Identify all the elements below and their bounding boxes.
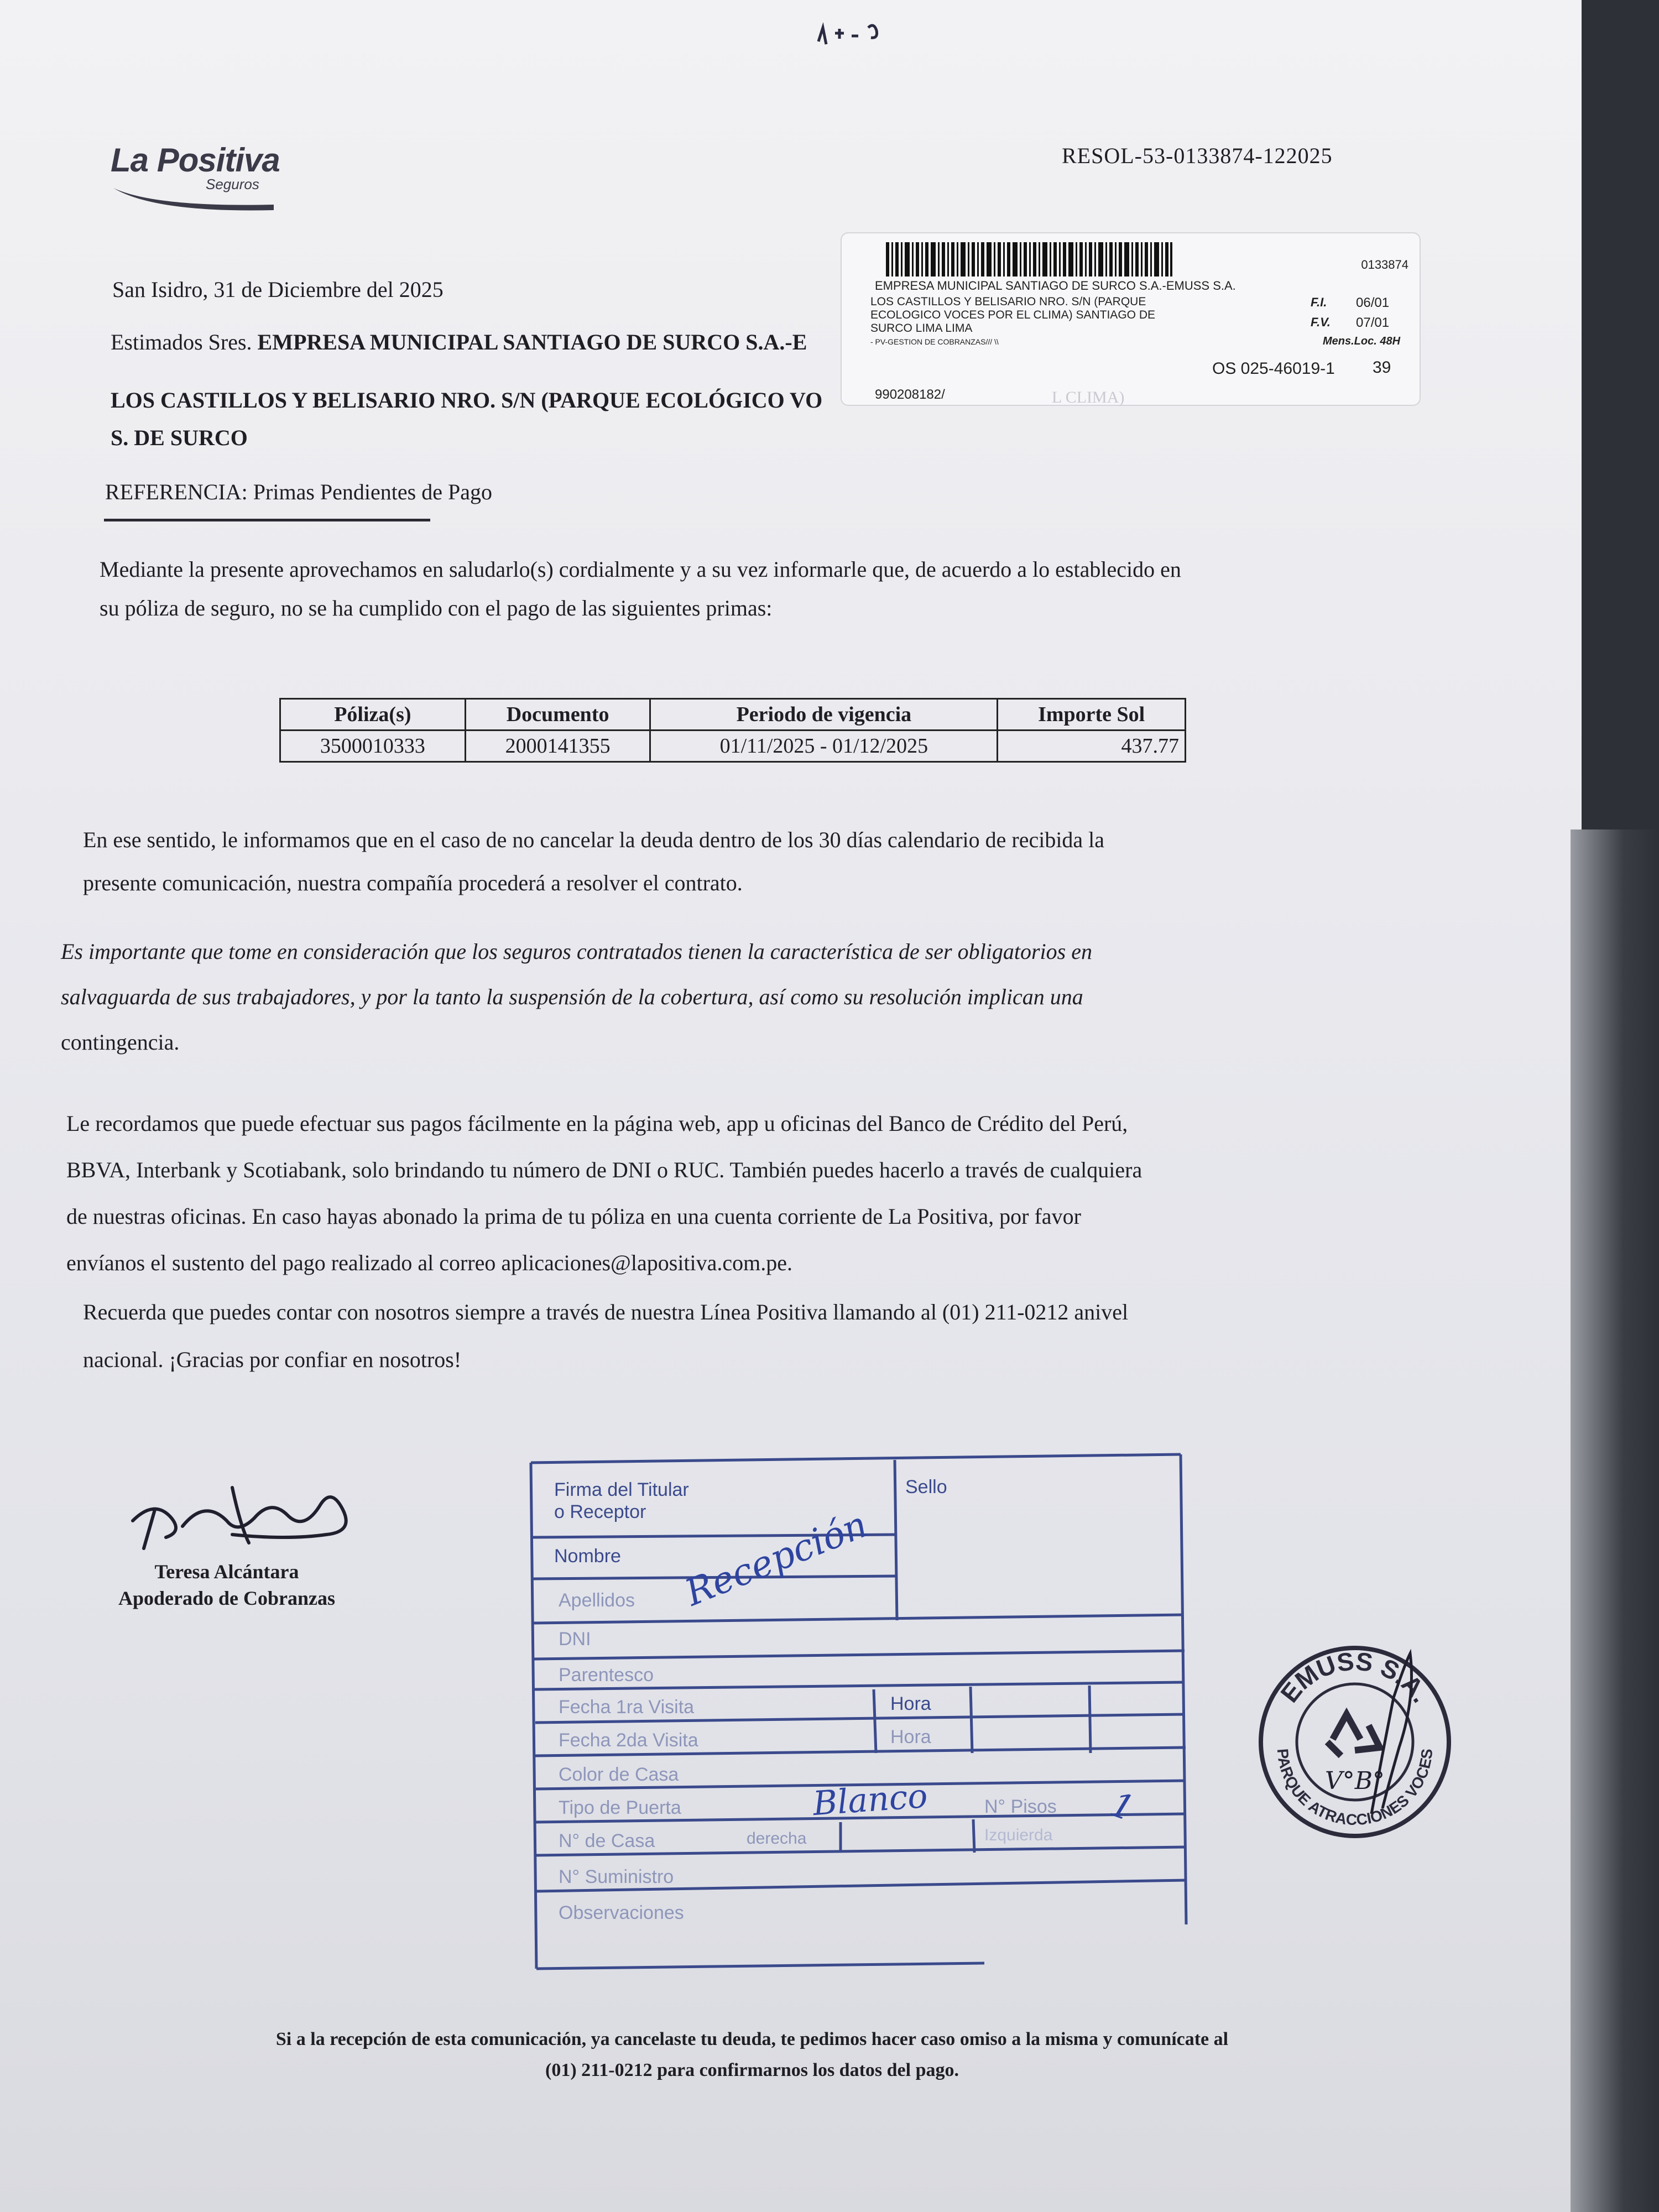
label-fv-value: 07/01 <box>1356 315 1390 330</box>
paragraph-line: presente comunicación, nuestra compañía procederá a resolver el contrato. <box>83 870 743 895</box>
logo-swoosh-icon <box>111 182 276 218</box>
label-fi-value: 06/01 <box>1356 295 1390 310</box>
paragraph-intro <box>100 550 1371 628</box>
letter-date: San Isidro, 31 de Diciembre del 2025 <box>112 277 444 302</box>
label-number: 0133874 <box>1361 258 1408 272</box>
paragraph-payments <box>66 1100 1416 1286</box>
form-hora1-label: Hora <box>890 1693 931 1714</box>
form-fecha1-label: Fecha 1ra Visita <box>559 1697 695 1718</box>
paragraph-line: Es importante que tome en consideración que los seguros contratados tienen la característica de ser obligatorios en <box>61 939 1092 964</box>
handwritten-signature <box>122 1465 365 1562</box>
paragraph-line: su póliza de seguro, no se ha cumplido con el pago de las siguientes primas: <box>100 596 773 620</box>
label-gestion: - PV-GESTION DE COBRANZAS/// \\ <box>870 337 999 346</box>
form-parentesco-label: Parentesco <box>559 1665 654 1686</box>
handwritten-recepcion: Recepción <box>679 1503 874 1615</box>
corner-scribble <box>813 11 935 58</box>
paragraph-line: En ese sentido, le informamos que en el caso de no cancelar la deuda dentro de los 30 días calendario de recibida la <box>83 827 1105 852</box>
paragraph-line: BBVA, Interbank y Scotiabank, solo brindando tu número de DNI o RUC. También puedes hacerlo a través de cualquiera <box>66 1157 1142 1182</box>
paper-edge-shadow <box>1571 830 1659 2212</box>
paragraph-warning <box>83 818 1388 905</box>
form-hora2-label: Hora <box>890 1726 931 1747</box>
letter-greeting <box>111 329 846 355</box>
greeting-prefix: Estimados Sres. <box>111 330 258 354</box>
label-code: 990208182/ <box>875 387 945 402</box>
handwritten-pisos: 1 <box>1105 1783 1140 1829</box>
paragraph-line: salvaguarda de sus trabajadores, y por la tanto la suspensión de la cobertura, así como su resolución implican una <box>61 984 1083 1009</box>
label-fv-label: F.V. <box>1311 315 1331 329</box>
label-os: OS 025-46019-1 <box>1212 359 1335 378</box>
form-izquierda-label: Izquierda <box>984 1826 1053 1844</box>
form-n-pisos-label: N° Pisos <box>984 1796 1057 1817</box>
label-os-number: 39 <box>1373 358 1391 377</box>
premiums-table <box>279 698 1186 763</box>
column-header: Periodo de vigencia <box>650 699 998 731</box>
form-sello-label: Sello <box>905 1477 947 1498</box>
stamp-top-text: EMUSS S.A. <box>1275 1646 1436 1708</box>
footer-note <box>210 2024 1294 2086</box>
label-mens: Mens.Loc. 48H <box>1323 335 1401 347</box>
signatory <box>100 1558 354 1611</box>
label-address <box>870 295 1213 335</box>
footer-line: (01) 211-0212 para confirmarnos los datos del pago. <box>545 2060 959 2080</box>
form-tipo-puerta-label: Tipo de Puerta <box>559 1797 681 1818</box>
table-cell: 2000141355 <box>465 731 650 762</box>
table-row <box>280 731 1186 762</box>
paragraph-line: Mediante la presente aprovechamos en saludarlo(s) cordialmente y a su vez informarle que, de acuerdo a lo establecido en <box>100 557 1181 582</box>
paragraph-line: envíanos el sustento del pago realizado al correo aplicaciones@lapositiva.com.pe. <box>66 1250 793 1275</box>
company-logo: La Positiva <box>111 142 280 179</box>
paragraph-line: Recuerda que puedes contar con nosotros siempre a través de nuestra Línea Positiva llamando al (01) 211-0212 anivel <box>83 1300 1129 1324</box>
mailing-label <box>841 232 1421 406</box>
paragraph-line: de nuestras oficinas. En caso hayas abonado la prima de tu póliza en una cuenta corriente de La Positiva, por favor <box>66 1204 1081 1229</box>
receipt-form <box>514 1438 1206 1980</box>
form-n-suministro-label: N° Suministro <box>559 1866 674 1887</box>
company-stamp <box>1244 1631 1465 1855</box>
form-color-casa-label: Color de Casa <box>559 1764 679 1785</box>
column-header: Importe Sol <box>998 699 1186 731</box>
form-apellidos-label: Apellidos <box>559 1590 635 1611</box>
stamp-vobo: V°B° <box>1324 1767 1385 1795</box>
company-logo-subtitle: Seguros <box>206 176 259 192</box>
table-cell: 3500010333 <box>280 731 466 762</box>
paragraph-line: Le recordamos que puede efectuar sus pagos fácilmente en la página web, app u oficinas del Banco de Crédito del Perú, <box>66 1111 1128 1136</box>
paragraph-line: contingencia. <box>61 1030 180 1055</box>
form-receptor-label: o Receptor <box>554 1501 646 1522</box>
paragraph-line: nacional. ¡Gracias por confiar en nosotros! <box>83 1347 462 1372</box>
form-firma-label: Firma del Titular <box>554 1479 689 1500</box>
table-cell: 437.77 <box>998 731 1186 762</box>
table-cell: 01/11/2025 - 01/12/2025 <box>650 731 998 762</box>
handwritten-blanco: Blanco <box>811 1776 929 1824</box>
letter-address-line2: S. DE SURCO <box>111 425 248 450</box>
resolution-code: RESOL-53-0133874-122025 <box>1062 143 1333 168</box>
barcode-icon <box>886 242 1173 276</box>
recycle-icon <box>1327 1714 1380 1756</box>
letter-reference: REFERENCIA: Primas Pendientes de Pago <box>105 479 492 504</box>
paragraph-importance <box>61 929 1410 1065</box>
table-header-row <box>280 699 1186 731</box>
label-bleed-text: L CLIMA) <box>1052 388 1125 406</box>
form-fecha2-label: Fecha 2da Visita <box>559 1730 698 1751</box>
letter-address-line1: LOS CASTILLOS Y BELISARIO NRO. S/N (PARQUE ECOLÓGICO VO <box>111 388 823 413</box>
greeting-company: EMPRESA MUNICIPAL SANTIAGO DE SURCO S.A.-E <box>257 330 807 354</box>
label-address-line: SURCO LIMA LIMA <box>870 322 973 335</box>
form-n-casa-label: N° de Casa <box>559 1830 655 1851</box>
footer-line: Si a la recepción de esta comunicación, ya cancelaste tu deuda, te pedimos hacer caso omiso a la misma y comunícate al <box>275 2029 1229 2049</box>
label-fi-label: F.I. <box>1311 295 1327 309</box>
signatory-name: Teresa Alcántara <box>154 1561 299 1583</box>
column-header: Póliza(s) <box>280 699 466 731</box>
label-recipient: EMPRESA MUNICIPAL SANTIAGO DE SURCO S.A.-EMUSS S.A. <box>875 279 1236 293</box>
form-nombre-label: Nombre <box>554 1546 621 1567</box>
stamp-bottom-text: PARQUE ATRACCIONES VOCES <box>1274 1747 1436 1829</box>
reference-underline <box>104 519 430 521</box>
paragraph-contact <box>83 1288 1405 1384</box>
form-dni-label: DNI <box>559 1629 591 1650</box>
signatory-title: Apoderado de Cobranzas <box>118 1587 336 1609</box>
label-address-line: ECOLOGICO VOCES POR EL CLIMA) SANTIAGO DE <box>870 309 1155 321</box>
label-address-line: LOS CASTILLOS Y BELISARIO NRO. S/N (PARQUE <box>870 295 1146 308</box>
column-header: Documento <box>465 699 650 731</box>
form-derecha-label: derecha <box>747 1829 807 1848</box>
form-observaciones-label: Observaciones <box>559 1902 684 1923</box>
